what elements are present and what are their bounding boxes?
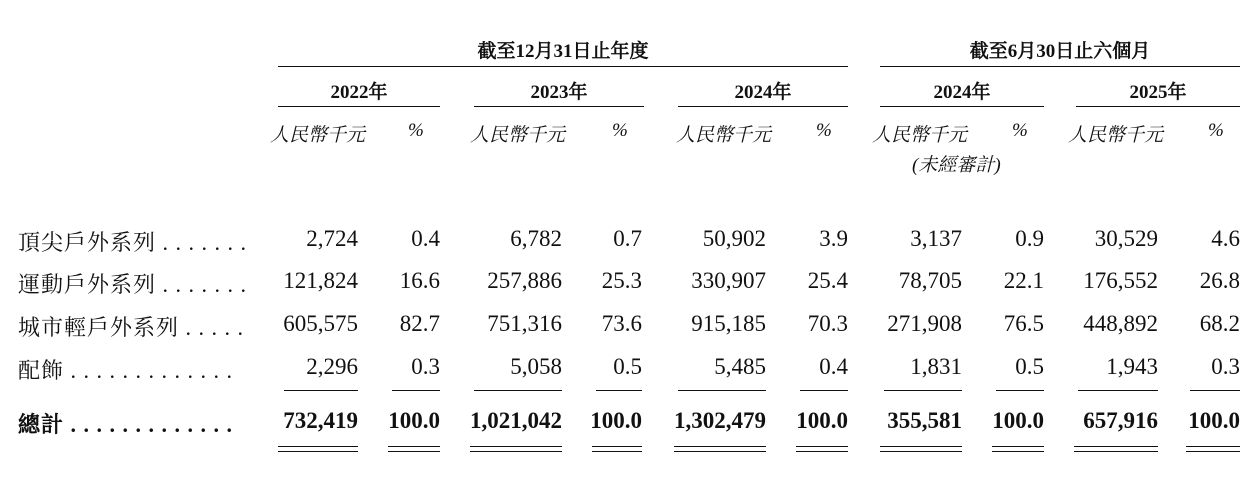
total-cell: 100.0 (388, 408, 440, 433)
table-cell: 1,943 (1106, 354, 1158, 379)
table-cell: 0.4 (411, 226, 440, 251)
unit-rmb: 人民幣千元 (872, 125, 968, 146)
table-cell: 25.3 (601, 268, 642, 293)
table-cell: 0.5 (613, 354, 642, 379)
year-header-2022: 2022年 (330, 82, 388, 103)
total-double-rule (470, 446, 562, 452)
total-cell: 100.0 (590, 408, 642, 433)
subtotal-rule (392, 390, 440, 391)
unit-rmb: 人民幣千元 (1068, 125, 1164, 146)
unit-pct: % (408, 120, 424, 141)
table-cell: 78,705 (898, 268, 962, 293)
year-rule (278, 106, 440, 107)
table-cell: 0.5 (1015, 354, 1044, 379)
total-double-rule (388, 446, 440, 452)
total-double-rule (674, 446, 766, 452)
total-cell: 1,302,479 (674, 408, 766, 433)
group-rule-half-year (880, 66, 1240, 67)
total-cell: 355,581 (887, 408, 962, 433)
year-rule (1076, 106, 1240, 107)
subtotal-rule (678, 390, 766, 391)
subtotal-rule (1078, 390, 1158, 391)
table-cell: 448,892 (1083, 311, 1158, 336)
subtotal-rule (1190, 390, 1240, 391)
unit-pct: % (816, 120, 832, 141)
table-cell: 26.8 (1199, 268, 1240, 293)
total-cell: 100.0 (796, 408, 848, 433)
unit-rmb: 人民幣千元 (676, 125, 772, 146)
unit-rmb: 人民幣千元 (470, 125, 566, 146)
table-cell: 5,058 (510, 354, 562, 379)
total-cell: 100.0 (992, 408, 1044, 433)
table-cell: 2,724 (306, 226, 358, 251)
table-cell: 0.3 (411, 354, 440, 379)
total-double-rule (796, 446, 848, 452)
subtotal-rule (596, 390, 642, 391)
table-cell: 0.9 (1015, 226, 1044, 251)
total-cell: 657,916 (1083, 408, 1158, 433)
table-cell: 121,824 (283, 268, 358, 293)
table-cell: 5,485 (714, 354, 766, 379)
table-cell: 4.6 (1211, 226, 1240, 251)
table-cell: 22.1 (1003, 268, 1044, 293)
row-label-total: 總計 . . . . . . . . . . . . . (18, 412, 234, 437)
table-cell: 1,831 (910, 354, 962, 379)
table-cell: 751,316 (487, 311, 562, 336)
year-rule (474, 106, 644, 107)
year-rule (880, 106, 1044, 107)
unit-pct: % (612, 120, 628, 141)
row-label-top-outdoor: 頂尖戶外系列 . . . . . . . (18, 230, 248, 255)
table-cell: 68.2 (1199, 311, 1240, 336)
table-cell: 6,782 (510, 226, 562, 251)
table-cell: 0.7 (613, 226, 642, 251)
subtotal-rule (996, 390, 1044, 391)
table-cell: 915,185 (691, 311, 766, 336)
table-cell: 50,902 (702, 226, 766, 251)
total-double-rule (1186, 446, 1240, 452)
subtotal-rule (284, 390, 358, 391)
table-cell: 0.4 (819, 354, 848, 379)
table-cell: 70.3 (807, 311, 848, 336)
unit-rmb: 人民幣千元 (270, 125, 366, 146)
unaudited-note: (未經審計) (912, 155, 1001, 176)
year-header-2024-h1: 2024年 (933, 82, 991, 103)
table-cell: 257,886 (487, 268, 562, 293)
total-cell: 100.0 (1188, 408, 1240, 433)
table-cell: 605,575 (283, 311, 358, 336)
table-cell: 25.4 (807, 268, 848, 293)
table-cell: 3,137 (910, 226, 962, 251)
group-header-half-year: 截至6月30日止六個月 (969, 41, 1151, 62)
subtotal-rule (884, 390, 962, 391)
total-cell: 1,021,042 (470, 408, 562, 433)
group-rule-annual (278, 66, 848, 67)
table-cell: 2,296 (306, 354, 358, 379)
subtotal-rule (474, 390, 562, 391)
total-double-rule (592, 446, 642, 452)
total-double-rule (880, 446, 962, 452)
table-cell: 76.5 (1003, 311, 1044, 336)
year-header-2023: 2023年 (530, 82, 588, 103)
total-double-rule (1074, 446, 1158, 452)
year-rule (678, 106, 848, 107)
table-cell: 3.9 (819, 226, 848, 251)
total-double-rule (278, 446, 358, 452)
group-header-annual: 截至12月31日止年度 (477, 41, 649, 62)
row-label-accessories: 配飾 . . . . . . . . . . . . . (18, 358, 234, 383)
unit-pct: % (1208, 120, 1224, 141)
table-cell: 330,907 (691, 268, 766, 293)
table-cell: 82.7 (399, 311, 440, 336)
total-cell: 732,419 (283, 408, 358, 433)
table-cell: 271,908 (887, 311, 962, 336)
table-cell: 176,552 (1083, 268, 1158, 293)
table-cell: 16.6 (399, 268, 440, 293)
year-header-2024: 2024年 (734, 82, 792, 103)
subtotal-rule (800, 390, 848, 391)
table-cell: 30,529 (1094, 226, 1158, 251)
table-cell: 0.3 (1211, 354, 1240, 379)
unit-pct: % (1012, 120, 1028, 141)
row-label-urban-outdoor: 城市輕戶外系列 . . . . . (18, 315, 245, 340)
row-label-sport-outdoor: 運動戶外系列 . . . . . . . (18, 272, 248, 297)
table-cell: 73.6 (601, 311, 642, 336)
year-header-2025-h1: 2025年 (1129, 82, 1187, 103)
total-double-rule (992, 446, 1044, 452)
